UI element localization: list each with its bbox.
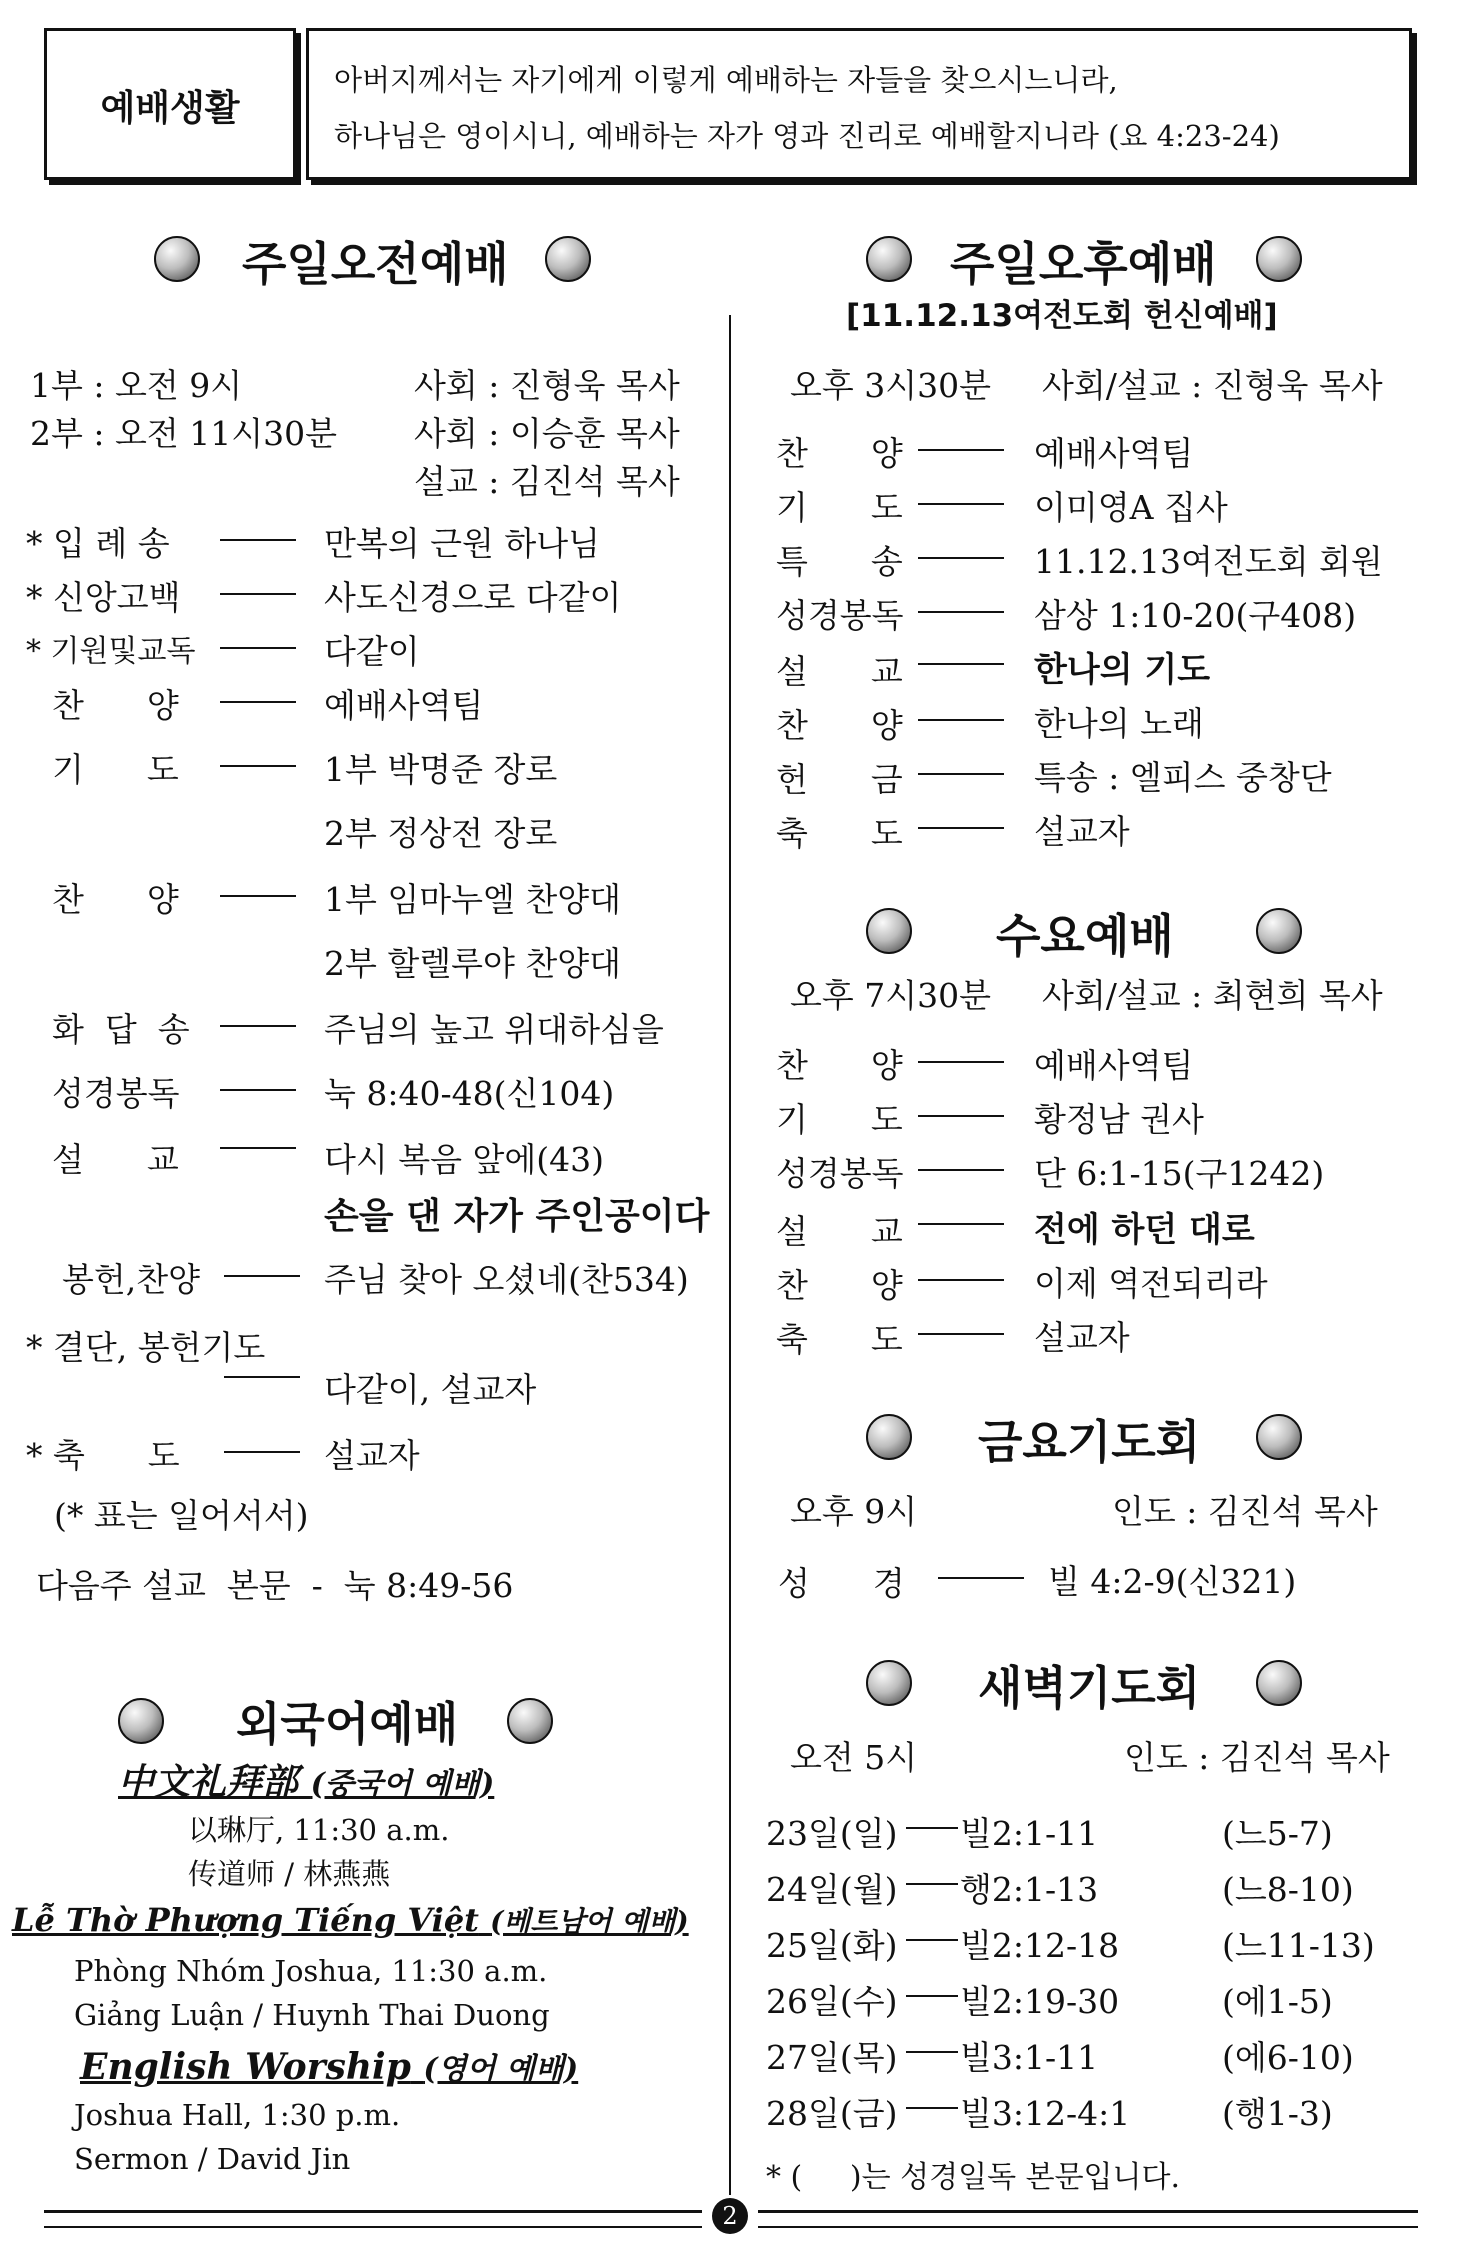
- friday-label: 성 경: [778, 1564, 905, 1603]
- english-heading-main: English Worship: [80, 2046, 411, 2088]
- afternoon-item-value: 이미영A 집사: [1034, 488, 1228, 527]
- leader-dash: [918, 1061, 1004, 1063]
- dawn-day: 26일(수): [766, 1982, 898, 2021]
- section-bullet-icon: [507, 1698, 553, 1744]
- morning-leader-1: 사회 : 진형욱 목사: [414, 366, 680, 405]
- leader-dash: [918, 449, 1004, 451]
- friday-title: 금요기도회: [978, 1415, 1201, 1469]
- afternoon-item-value: 한나의 노래: [1034, 704, 1204, 743]
- footer-rule-right: [758, 2210, 1418, 2213]
- leader-dash: [220, 701, 296, 703]
- morning-item-label: 성경봉독: [52, 1074, 180, 1113]
- section-bullet-icon: [118, 1698, 164, 1744]
- leader-dash: [906, 1883, 958, 1885]
- english-line-1: Joshua Hall, 1:30 p.m.: [74, 2098, 401, 2132]
- leader-dash: [220, 1089, 296, 1091]
- dawn-read: (행1-3): [1222, 2094, 1333, 2133]
- page-number-badge: [712, 2198, 748, 2234]
- morning-item-label: * 기원및교독: [26, 634, 196, 669]
- friday-time: 오후 9시: [790, 1492, 918, 1531]
- leader-dash: [224, 1275, 300, 1277]
- morning-item-label: 화 답 송: [52, 1010, 190, 1049]
- morning-sermon-title: 손을 댄 자가 주인공이다: [324, 1196, 710, 1237]
- header-verse-box: [306, 28, 1412, 180]
- leader-dash: [906, 1939, 958, 1941]
- dawn-read: (에1-5): [1222, 1982, 1333, 2021]
- dawn-day: 24일(월): [766, 1870, 898, 1909]
- dawn-read: (느11-13): [1222, 1926, 1375, 1965]
- english-heading: [80, 2044, 578, 2088]
- english-heading-sub: (영어 예배): [423, 2052, 579, 2087]
- vietnamese-heading: [12, 1900, 689, 1940]
- leader-dash: [918, 827, 1004, 829]
- section-bullet-icon: [1256, 236, 1302, 282]
- wednesday-item-label: 성경봉독: [776, 1154, 904, 1193]
- morning-time-1: 1부 : 오전 9시: [30, 366, 243, 405]
- afternoon-title: 주일오후예배: [950, 237, 1217, 291]
- dawn-time: 오전 5시: [790, 1738, 918, 1777]
- wednesday-time: 오후 7시30분: [790, 976, 991, 1015]
- morning-item-label: 찬 양: [52, 686, 179, 725]
- footer-rule-left: [44, 2210, 702, 2213]
- dawn-text: 행2:1-13: [960, 1870, 1099, 1909]
- leader-dash: [220, 539, 296, 541]
- morning-item-label: 설 교: [52, 1140, 179, 1179]
- afternoon-item-value: 예배사역팀: [1034, 434, 1194, 473]
- afternoon-item-label: 헌 금: [776, 760, 903, 799]
- morning-item-value: 예배사역팀: [324, 686, 484, 725]
- section-bullet-icon: [866, 908, 912, 954]
- header-tag: 예배생활: [100, 88, 240, 129]
- leader-dash: [220, 895, 296, 897]
- chinese-heading-main: 中文礼拜部: [118, 1761, 299, 1803]
- dawn-title: 새벽기도회: [978, 1661, 1201, 1715]
- leader-dash: [918, 663, 1004, 665]
- morning-note: (* 표는 일어서서): [54, 1496, 309, 1535]
- wednesday-item-label: 축 도: [776, 1320, 903, 1359]
- english-line-2: Sermon / David Jin: [74, 2142, 351, 2176]
- morning-title: 주일오전예배: [242, 237, 509, 291]
- morning-item-value: 1부 박명준 장로: [324, 750, 558, 789]
- afternoon-subtitle: [11.12.13여전도회 헌신예배]: [846, 298, 1278, 334]
- wednesday-title: 수요예배: [996, 909, 1174, 963]
- wednesday-item-label: 설 교: [776, 1212, 903, 1251]
- leader-dash: [220, 765, 296, 767]
- column-divider: [729, 315, 731, 2195]
- chinese-line-2: 传道师 / 林燕燕: [188, 1857, 391, 1891]
- wednesday-item-value: 황정남 권사: [1034, 1100, 1204, 1139]
- leader-dash: [906, 1995, 958, 1997]
- friday-value: 빌 4:2-9(신321): [1048, 1562, 1297, 1601]
- leader-dash: [918, 719, 1004, 721]
- leader-dash: [918, 557, 1004, 559]
- morning-item-value: 다같이: [324, 632, 420, 671]
- leader-dash: [918, 1169, 1004, 1171]
- vietnamese-heading-sub: (베트남어 예배): [490, 1905, 689, 1938]
- afternoon-item-label: 설 교: [776, 652, 903, 691]
- morning-item-value: 설교자: [324, 1436, 420, 1475]
- wednesday-leader: 사회/설교 : 최현희 목사: [1042, 976, 1383, 1015]
- afternoon-sermon-title: 한나의 기도: [1034, 650, 1211, 690]
- section-bullet-icon: [545, 236, 591, 282]
- morning-time-2: 2부 : 오전 11시30분: [30, 414, 337, 453]
- leader-dash: [918, 503, 1004, 505]
- vietnamese-line-2: Giảng Luận / Huynh Thai Duong: [74, 1998, 550, 2032]
- section-bullet-icon: [1256, 1414, 1302, 1460]
- leader-dash: [918, 1115, 1004, 1117]
- section-bullet-icon: [866, 1660, 912, 1706]
- morning-item-value: 사도신경으로 다같이: [324, 578, 622, 617]
- wednesday-item-value: 설교자: [1034, 1318, 1130, 1357]
- afternoon-item-label: 성경봉독: [776, 596, 904, 635]
- morning-leader-3: 설교 : 김진석 목사: [414, 462, 680, 501]
- leader-dash: [220, 647, 296, 649]
- dawn-note: * ( )는 성경일독 본문입니다.: [766, 2160, 1181, 2195]
- dawn-day: 25일(화): [766, 1926, 898, 1965]
- leader-dash: [906, 2051, 958, 2053]
- morning-item-value: 눅 8:40-48(신104): [324, 1074, 615, 1113]
- wednesday-item-value: 단 6:1-15(구1242): [1034, 1154, 1325, 1193]
- morning-item-label: * 신앙고백: [26, 578, 181, 617]
- leader-dash: [906, 1827, 958, 1829]
- afternoon-item-value: 특송 : 엘피스 중창단: [1034, 758, 1332, 797]
- dawn-text: 빌3:12-4:1: [960, 2094, 1131, 2133]
- leader-dash: [224, 1451, 300, 1453]
- afternoon-item-label: 기 도: [776, 488, 903, 527]
- morning-item-value: 다같이, 설교자: [324, 1370, 537, 1409]
- vietnamese-heading-main: Lễ Thờ Phượng Tiếng Việt: [12, 1901, 479, 1939]
- header-verse-line2: 하나님은 영이시니, 예배하는 자가 영과 진리로 예배할지니라 (요 4:23-24): [334, 119, 1280, 153]
- section-bullet-icon: [866, 1414, 912, 1460]
- morning-next-text: 다음주 설교 본문 - 눅 8:49-56: [36, 1566, 514, 1605]
- leader-dash: [918, 1333, 1004, 1335]
- morning-item-label: 찬 양: [52, 880, 179, 919]
- afternoon-item-label: 축 도: [776, 814, 903, 853]
- chinese-heading-sub: (중국어 예배): [310, 1767, 495, 1802]
- leader-dash: [918, 1223, 1004, 1225]
- dawn-text: 빌2:19-30: [960, 1982, 1120, 2021]
- friday-leader: 인도 : 김진석 목사: [1112, 1492, 1378, 1531]
- leader-dash: [938, 1577, 1024, 1579]
- chinese-line-1: 以琳厅, 11:30 a.m.: [188, 1813, 450, 1847]
- morning-item-value: 1부 임마누엘 찬양대: [324, 880, 621, 919]
- leader-dash: [918, 1279, 1004, 1281]
- afternoon-item-value: 삼상 1:10-20(구408): [1034, 596, 1357, 635]
- morning-item-label: 봉헌,찬양: [62, 1260, 201, 1299]
- afternoon-leader: 사회/설교 : 진형욱 목사: [1042, 366, 1383, 405]
- leader-dash: [224, 1376, 300, 1378]
- section-bullet-icon: [866, 236, 912, 282]
- morning-item-value: 주님 찾아 오셨네(찬534): [324, 1260, 689, 1299]
- dawn-text: 빌2:12-18: [960, 1926, 1120, 1965]
- page-number: 2: [722, 2202, 738, 2230]
- dawn-read: (느5-7): [1222, 1814, 1333, 1853]
- morning-item-label: 기 도: [52, 750, 179, 789]
- leader-dash: [918, 773, 1004, 775]
- wednesday-item-label: 찬 양: [776, 1266, 903, 1305]
- chinese-heading: [118, 1754, 494, 1805]
- dawn-read: (에6-10): [1222, 2038, 1354, 2077]
- header-verse-line1: 아버지께서는 자기에게 이렇게 예배하는 자들을 찾으시느니라,: [334, 63, 1118, 97]
- afternoon-item-label: 찬 양: [776, 434, 903, 473]
- footer-rule-right: [758, 2226, 1418, 2228]
- leader-dash: [220, 1147, 296, 1149]
- dawn-day: 28일(금): [766, 2094, 898, 2133]
- dawn-text: 빌2:1-11: [960, 1814, 1099, 1853]
- dawn-read: (느8-10): [1222, 1870, 1354, 1909]
- afternoon-item-label: 찬 양: [776, 706, 903, 745]
- afternoon-item-value: 설교자: [1034, 812, 1130, 851]
- morning-item-value: 2부 할렐루야 찬양대: [324, 944, 621, 983]
- morning-item-value: 2부 정상전 장로: [324, 814, 558, 853]
- leader-dash: [918, 611, 1004, 613]
- morning-leader-2: 사회 : 이승훈 목사: [414, 414, 680, 453]
- wednesday-sermon-title: 전에 하던 대로: [1034, 1210, 1255, 1250]
- section-bullet-icon: [154, 236, 200, 282]
- morning-item-label: * 결단, 봉헌기도: [26, 1328, 266, 1367]
- afternoon-item-label: 특 송: [776, 542, 903, 581]
- footer-rule-left: [44, 2226, 702, 2228]
- foreign-title: 외국어예배: [236, 1697, 459, 1751]
- wednesday-item-value: 예배사역팀: [1034, 1046, 1194, 1085]
- wednesday-item-label: 기 도: [776, 1100, 903, 1139]
- afternoon-time: 오후 3시30분: [790, 366, 991, 405]
- morning-item-label: * 입 례 송: [26, 524, 170, 563]
- morning-item-value: 다시 복음 앞에(43): [324, 1140, 604, 1179]
- dawn-text: 빌3:1-11: [960, 2038, 1099, 2077]
- dawn-leader: 인도 : 김진석 목사: [1124, 1738, 1390, 1777]
- dawn-day: 23일(일): [766, 1814, 898, 1853]
- wednesday-item-label: 찬 양: [776, 1046, 903, 1085]
- afternoon-item-value: 11.12.13여전도회 회원: [1034, 542, 1383, 581]
- wednesday-item-value: 이제 역전되리라: [1034, 1264, 1268, 1303]
- vietnamese-line-1: Phòng Nhóm Joshua, 11:30 a.m.: [74, 1954, 548, 1988]
- leader-dash: [906, 2107, 958, 2109]
- morning-item-value: 만복의 근원 하나님: [324, 524, 601, 563]
- morning-item-value: 주님의 높고 위대하심을: [324, 1010, 664, 1049]
- morning-item-label: * 축 도: [26, 1436, 180, 1475]
- dawn-day: 27일(목): [766, 2038, 898, 2077]
- section-bullet-icon: [1256, 908, 1302, 954]
- leader-dash: [220, 1025, 296, 1027]
- leader-dash: [220, 593, 296, 595]
- section-bullet-icon: [1256, 1660, 1302, 1706]
